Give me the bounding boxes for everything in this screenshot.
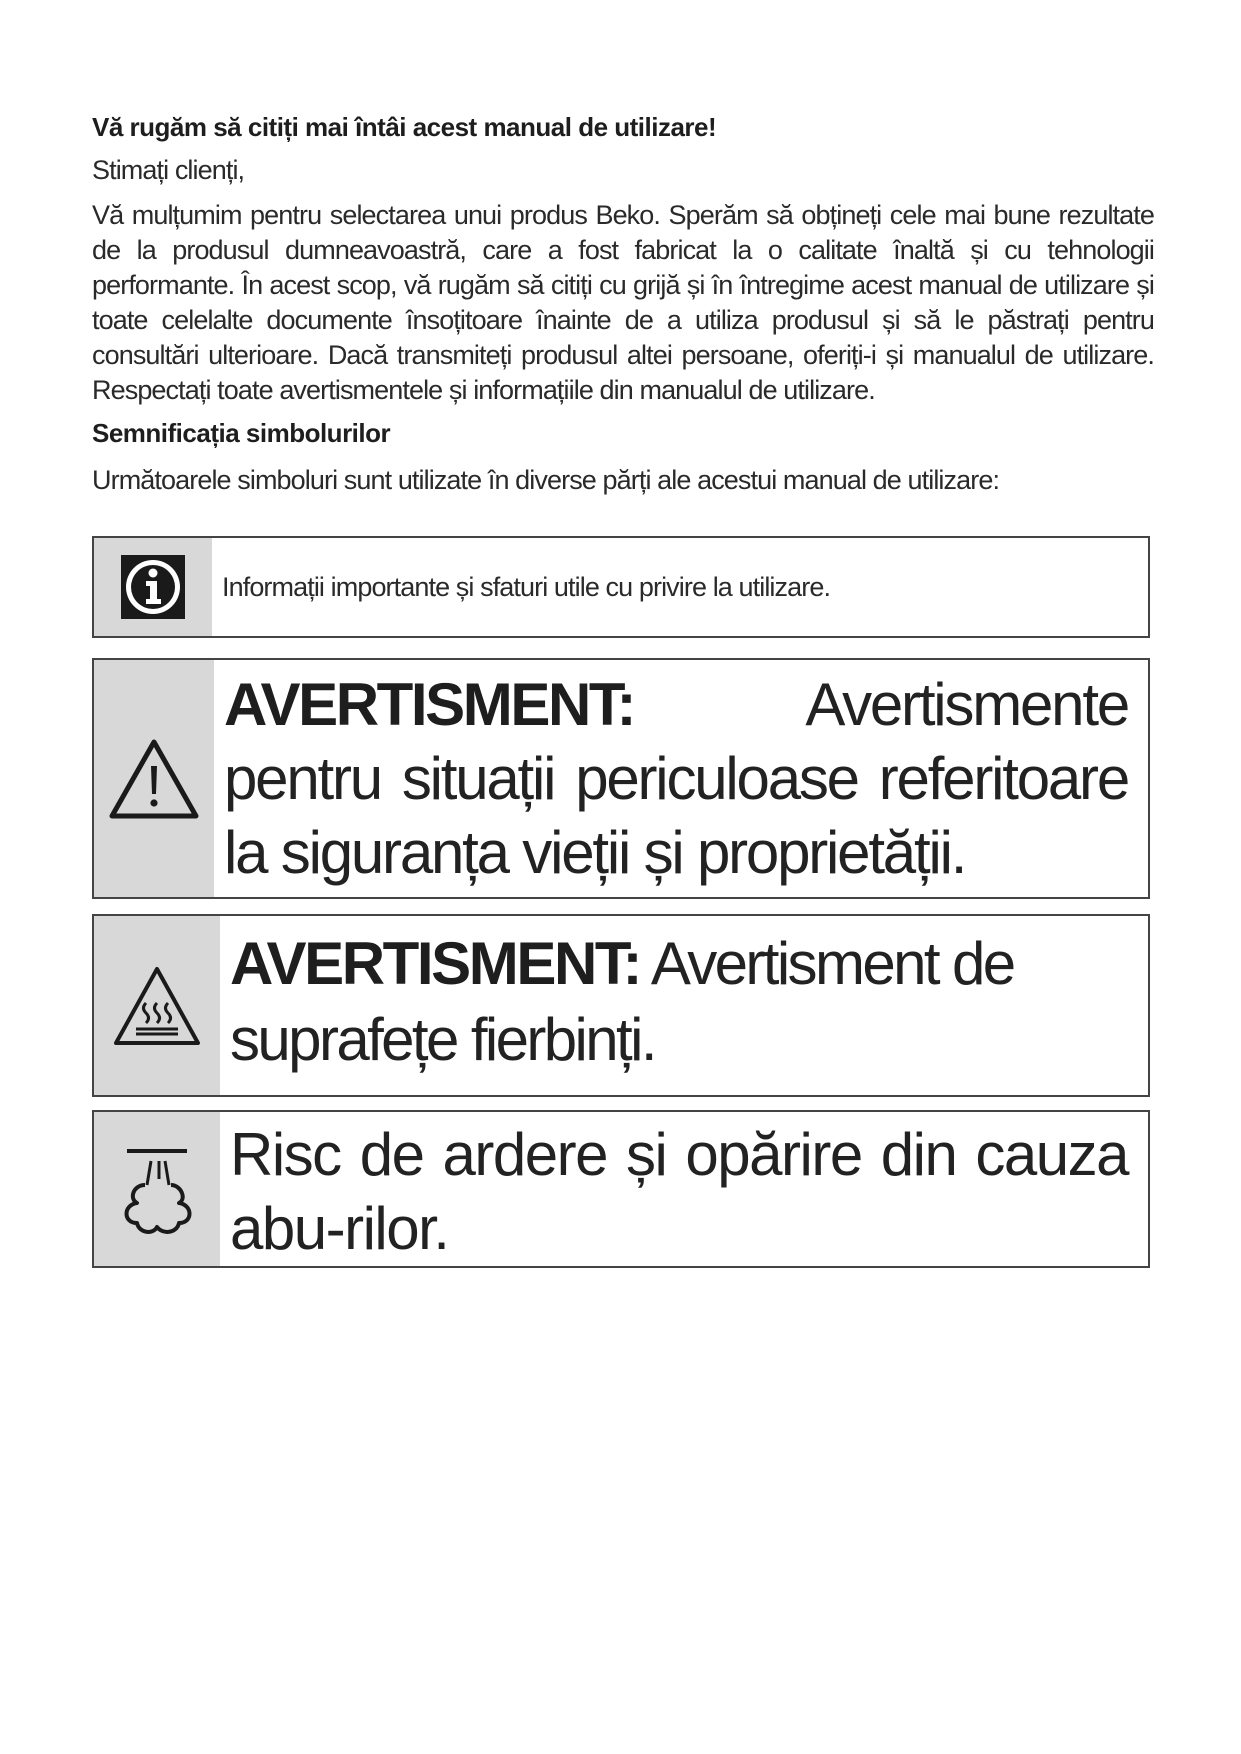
- icon-column: [94, 1112, 220, 1266]
- warning-triangle-icon: [108, 738, 200, 820]
- warning-text: Avertisment de suprafețe fierbinți.: [230, 930, 1014, 1073]
- warning-text: Avertismente pentru situații periculoase referitoare la siguranța vieții și proprietății.: [224, 671, 1128, 886]
- symbol-description: Informații importante și sfaturi utile cu privire la utilizare.: [222, 571, 831, 602]
- steam-icon: [115, 1139, 199, 1239]
- info-icon: [120, 554, 186, 620]
- symbols-heading: Semnificația simbolurilor: [92, 418, 391, 448]
- manual-page: [92, 112, 1154, 508]
- icon-column: [94, 538, 212, 636]
- greeting: Stimați clienți,: [92, 155, 245, 185]
- icon-column: [94, 916, 220, 1095]
- warning-label: AVERTISMENT:: [230, 930, 641, 997]
- icon-column: [94, 660, 214, 897]
- symbol-box-warning: [92, 658, 1150, 899]
- intro-paragraph: Vă mulțumim pentru selectarea unui produs Beko. Sperăm să obțineți cele mai bune rezultate de la produsul dumneavoastră, care a fost fabricat la o calitate înaltă și cu tehnologii performante. În acest scop, vă rugăm să citiți cu grijă și în întregime acest manual de utilizare și toate celelalte documente însoțitoare înainte de a utiliza produsul și să le păstrați pentru consultări ulterioare. Dacă transmiteți produsul altei persoane, oferiți-i și manualul de utilizare. Respectați toate avertismentele și informațiile din manualul de utilizare.: [92, 200, 1154, 405]
- symbol-box-hot-surface: [92, 914, 1150, 1097]
- warning-label: AVERTISMENT:: [224, 671, 635, 738]
- symbol-box-steam: [92, 1110, 1150, 1268]
- symbol-description: [214, 660, 1148, 897]
- symbol-description: Risc de ardere și opărire din cauza abu-rilor.: [230, 1121, 1128, 1262]
- symbol-description: [220, 916, 1148, 1095]
- hot-surface-icon: [112, 965, 202, 1047]
- symbols-intro: Următoarele simboluri sunt utilizate în diverse părți ale acestui manual de utilizare:: [92, 465, 1000, 495]
- page-heading: Vă rugăm să citiți mai întâi acest manual de utilizare!: [92, 112, 717, 142]
- symbol-box-info: [92, 536, 1150, 638]
